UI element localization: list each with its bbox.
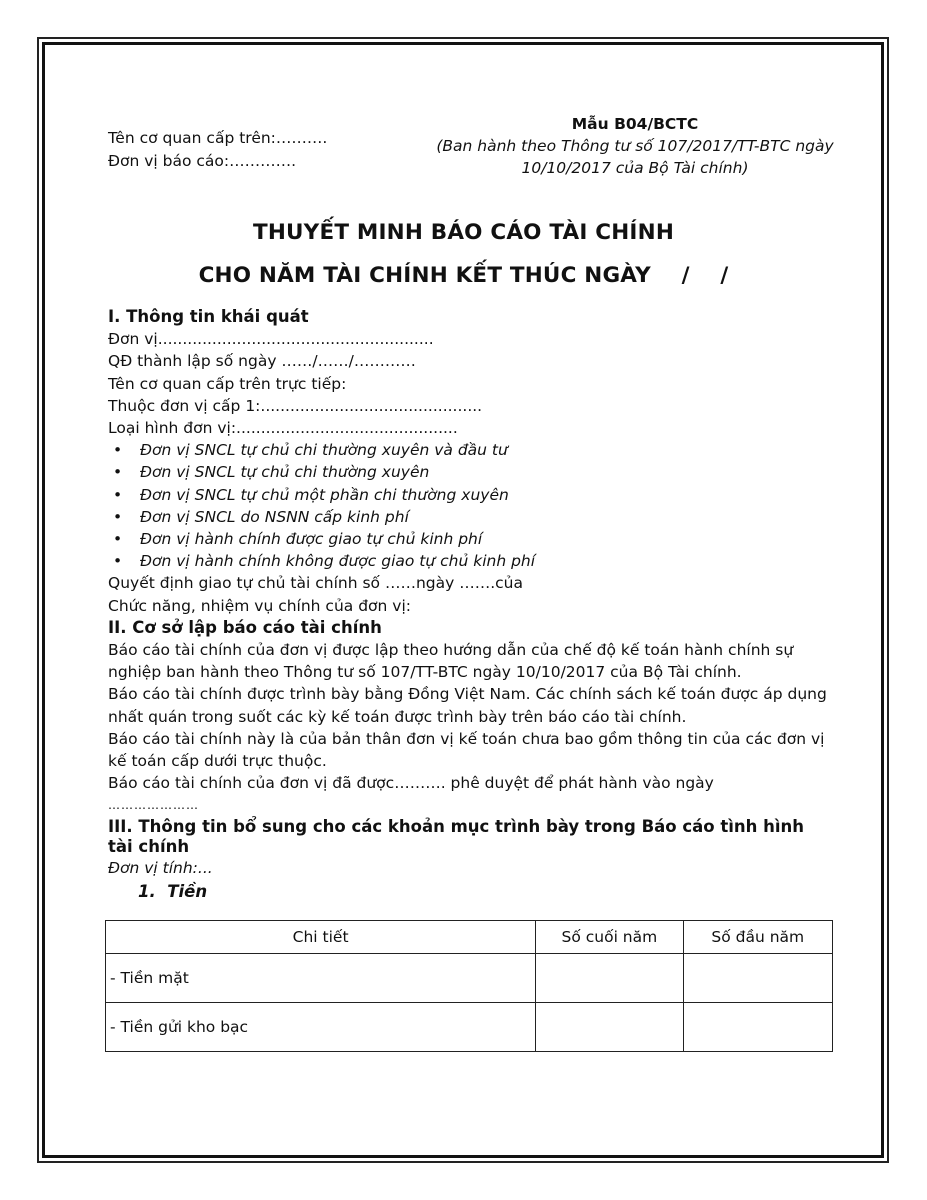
section-2-paragraph: Báo cáo tài chính của đơn vị đã được………. phê duyệt để phát hành vào ngày [108,774,714,793]
start-of-year-cell [683,954,832,1003]
column-header-detail: Chi tiết [106,921,536,954]
table-header-row [106,921,833,954]
header-right [420,113,850,179]
end-of-year-cell [536,954,683,1003]
section-2-paragraph: Báo cáo tài chính được trình bày bằng Đồng Việt Nam. Các chính sách kế toán được áp dụng nhất quán trong suốt các kỳ kế toán được trình bày trên báo cáo tài chính. [108,685,827,726]
form-code: Mẫu B04/BCTC [571,115,699,133]
unit-type-item: • Đơn vị hành chính được giao tự chủ kinh phí [108,528,828,550]
parent-agency-line: Tên cơ quan cấp trên:………. [108,129,328,147]
unit-type-item: • Đơn vị hành chính không được giao tự chủ kinh phí [108,550,828,572]
section-2-heading: II. Cơ sở lập báo cáo tài chính [108,617,382,637]
unit-of-measure: Đơn vị tính:... [108,858,213,877]
unit-type-item: • Đơn vị SNCL tự chủ chi thường xuyên và đầu tư [108,439,828,461]
establishment-decision-line: QĐ thành lập số ngày ……/……/………… [108,352,416,371]
unit-type-line: Loại hình đơn vị:............................................. [108,419,458,438]
form-note-line-2: 10/10/2017 của Bộ Tài chính) [521,159,749,177]
document-body [108,306,828,903]
cash-subheading: 1. Tiền [138,881,208,901]
approval-date-dots: ………………… [108,798,199,813]
level-1-unit-line: Thuộc đơn vị cấp 1:............................................. [108,396,483,415]
row-label-treasury-deposits: - Tiền gửi kho bạc [106,1003,536,1052]
direct-parent-agency-line: Tên cơ quan cấp trên trực tiếp: [108,374,347,393]
unit-type-item: • Đơn vị SNCL tự chủ một phần chi thường xuyên [108,484,828,506]
header-left [108,127,327,173]
column-header-end-of-year: Số cuối năm [536,921,683,954]
autonomy-decision-line: Quyết định giao tự chủ tài chính số ……ngày …….của [108,574,523,593]
column-header-start-of-year: Số đầu năm [683,921,832,954]
table-row [106,954,833,1003]
start-of-year-cell [683,1003,832,1052]
unit-type-list [108,439,828,572]
section-2-paragraph: Báo cáo tài chính của đơn vị được lập theo hướng dẫn của chế độ kế toán hành chính sự nghiệp ban hành theo Thông tư số 107/TT-BTC ngày 10/10/2017 của Bộ Tài chính. [108,641,794,682]
reporting-unit-line: Đơn vị báo cáo:…………. [108,152,297,170]
table-row [106,1003,833,1052]
unit-line: Đơn vị........................................................ [108,330,434,349]
section-3-heading: III. Thông tin bổ sung cho các khoản mục trình bày trong Báo cáo tình hình tài chính [108,816,805,856]
section-2-paragraph: Báo cáo tài chính này là của bản thân đơn vị kế toán chưa bao gồm thông tin của các đơn vị kế toán cấp dưới trực thuộc. [108,729,825,771]
section-1-heading: I. Thông tin khái quát [108,307,309,326]
document-subtitle: CHO NĂM TÀI CHÍNH KẾT THÚC NGÀY / / [198,263,729,288]
unit-type-item: • Đơn vị SNCL tự chủ chi thường xuyên [108,461,828,483]
document-title: THUYẾT MINH BÁO CÁO TÀI CHÍNH [252,220,675,245]
unit-type-item: • Đơn vị SNCL do NSNN cấp kinh phí [108,506,828,528]
cash-table [105,920,833,1052]
functions-line: Chức năng, nhiệm vụ chính của đơn vị: [108,596,411,615]
row-label-cash-on-hand: - Tiền mặt [106,954,536,1003]
end-of-year-cell [536,1003,683,1052]
form-note-line-1: (Ban hành theo Thông tư số 107/2017/TT-BTC ngày [436,137,834,155]
